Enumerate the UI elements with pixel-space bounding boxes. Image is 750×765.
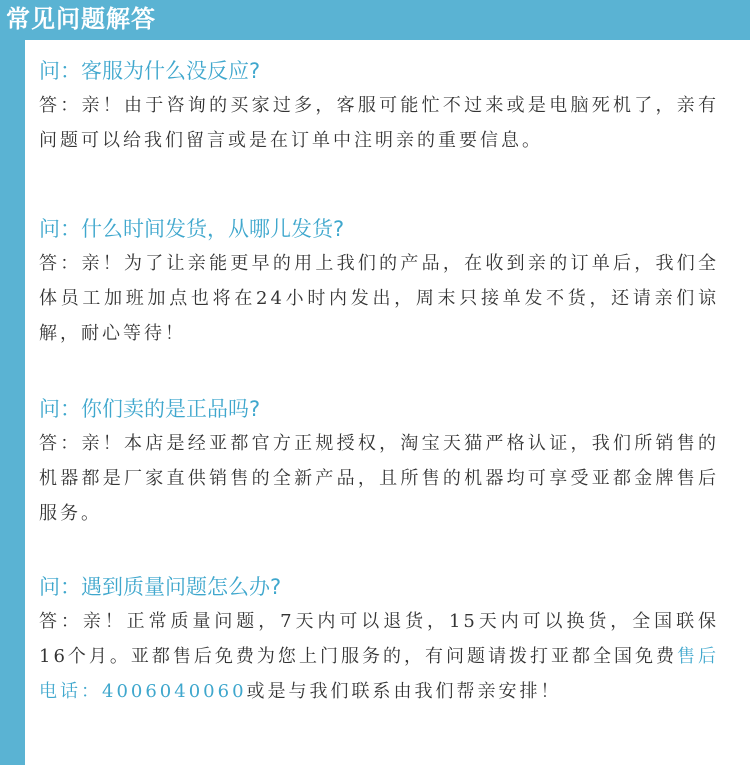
faq-answer-text: 答：亲！正常质量问题，7天内可以退货，15天内可以换货，全国联保16个月。亚都售后免费为您上门服务的，有问题请拨打亚都全国免费 [39,611,719,667]
header-bar [0,0,750,40]
faq-question: 问：客服为什么没反应? [39,59,261,83]
page-title: 常见问题解答 [6,5,156,33]
faq-answer: 答：亲！由于咨询的买家过多，客服可能忙不过来或是电脑死机了，亲有问题可以给我们留言或是在订单中注明亲的重要信息。 [39,95,719,151]
faq-answer-text: 或是与我们联系由我们帮亲安排！ [246,681,562,702]
faq-answer: 答：亲！本店是经亚都官方正规授权，淘宝天猫严格认证，我们所销售的机器都是厂家直供销售的全新产品，且所售的机器均可享受亚都金牌售后服务。 [39,433,719,524]
faq-item [39,214,719,351]
faq-question: 问：你们卖的是正品吗? [39,397,261,421]
faq-question: 问：什么时间发货，从哪儿发货? [39,217,345,241]
faq-answer: 答：亲！为了让亲能更早的用上我们的产品，在收到亲的订单后，我们全体员工加班加点也将在24小时内发出，周末只接单发不货，还请亲们谅解，耐心等待！ [39,253,719,344]
faq-item [39,572,719,709]
faq-question: 问：遇到质量问题怎么办? [39,575,282,599]
faq-answer [39,604,719,709]
service-hotline: 售后电话：4006040060 [39,646,720,702]
faq-panel [25,40,750,765]
faq-item [39,394,719,531]
faq-item [39,56,719,158]
